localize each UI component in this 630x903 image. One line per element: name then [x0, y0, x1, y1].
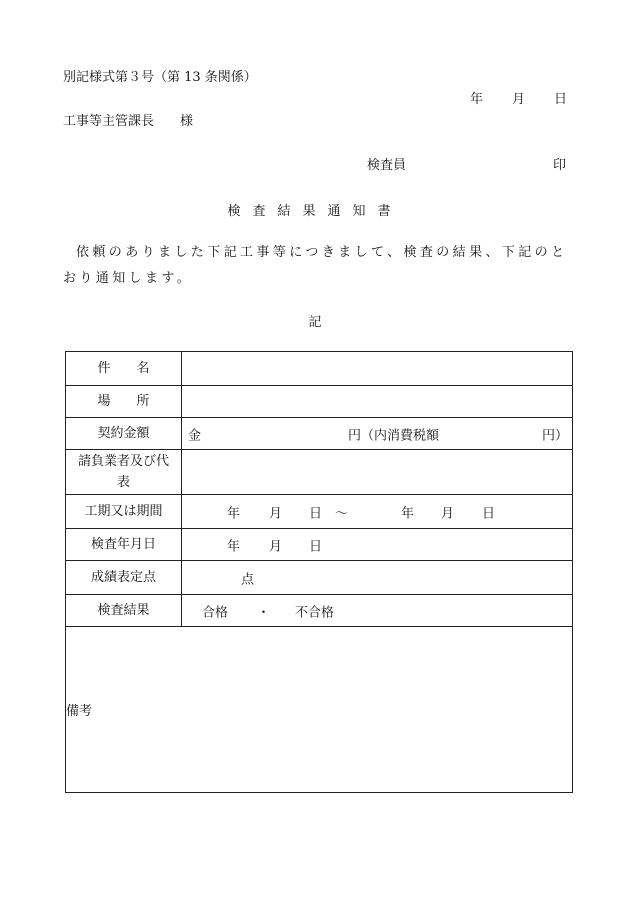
table-row-case-name — [66, 352, 573, 386]
period-end-year: 年 — [401, 506, 415, 521]
body-text: 依頼のありました下記工事等につきまして、検査の結果、下記のとおり通知します。 — [63, 245, 568, 286]
contractor-label: 請負業者及び代表 — [66, 450, 182, 495]
inspection-year: 年 — [227, 539, 241, 554]
score-unit: 点 — [241, 572, 255, 587]
result-separator: ・ — [257, 605, 271, 620]
date-month: 月 — [512, 92, 526, 107]
table-row-contractor — [66, 450, 573, 495]
date-day: 日 — [554, 92, 568, 107]
inspection-result-table — [65, 351, 573, 793]
document-title: 検査結果通知書 — [227, 204, 403, 219]
case-name-field[interactable] — [182, 352, 573, 386]
remarks-field[interactable] — [66, 627, 573, 793]
date-line — [470, 88, 567, 107]
period-label: 工期又は期間 — [66, 495, 182, 529]
case-name-label: 件 名 — [66, 352, 182, 386]
period-field[interactable] — [182, 495, 573, 529]
score-field[interactable] — [182, 561, 573, 595]
period-tilde: ～ — [335, 506, 349, 521]
score-label: 成績表定点 — [66, 561, 182, 595]
table-row-score — [66, 561, 573, 595]
table-row-inspection-date — [66, 529, 573, 561]
inspection-month: 月 — [269, 539, 283, 554]
form-number: 別記様式第３号（第 13 条関係） — [63, 70, 257, 85]
inspector-label: 検査員 — [367, 158, 407, 173]
period-end-day: 日 — [482, 506, 496, 521]
result-field[interactable] — [182, 595, 573, 627]
location-label: 場 所 — [66, 386, 182, 418]
remarks-label: 備考 — [66, 704, 93, 719]
location-field[interactable] — [182, 386, 573, 418]
period-start-day: 日 — [309, 506, 323, 521]
contractor-field[interactable] — [182, 450, 573, 495]
inspection-day: 日 — [309, 539, 323, 554]
result-fail[interactable]: 不合格 — [295, 605, 335, 620]
table-row-location — [66, 386, 573, 418]
ki-label: 記 — [308, 315, 322, 330]
contract-amount-label: 契約金額 — [66, 418, 182, 450]
addressee: 工事等主管課長 様 — [63, 114, 194, 129]
contract-amount-yen: 円（内消費税額 — [348, 428, 440, 443]
date-year: 年 — [470, 92, 484, 107]
inspection-date-label: 検査年月日 — [66, 529, 182, 561]
contract-amount-prefix: 金 — [188, 428, 202, 443]
seal-label: 印 — [553, 158, 567, 173]
table-row-contract-amount — [66, 418, 573, 450]
period-start-month: 月 — [269, 506, 283, 521]
contract-amount-field[interactable] — [182, 418, 573, 450]
period-start-year: 年 — [227, 506, 241, 521]
table-row-period — [66, 495, 573, 529]
period-end-month: 月 — [441, 506, 455, 521]
result-pass[interactable]: 合格 — [202, 605, 229, 620]
table-row-remarks — [66, 627, 573, 793]
inspection-date-field[interactable] — [182, 529, 573, 561]
contract-amount-yen-close: 円） — [542, 428, 569, 443]
table-row-result — [66, 595, 573, 627]
result-label: 検査結果 — [66, 595, 182, 627]
